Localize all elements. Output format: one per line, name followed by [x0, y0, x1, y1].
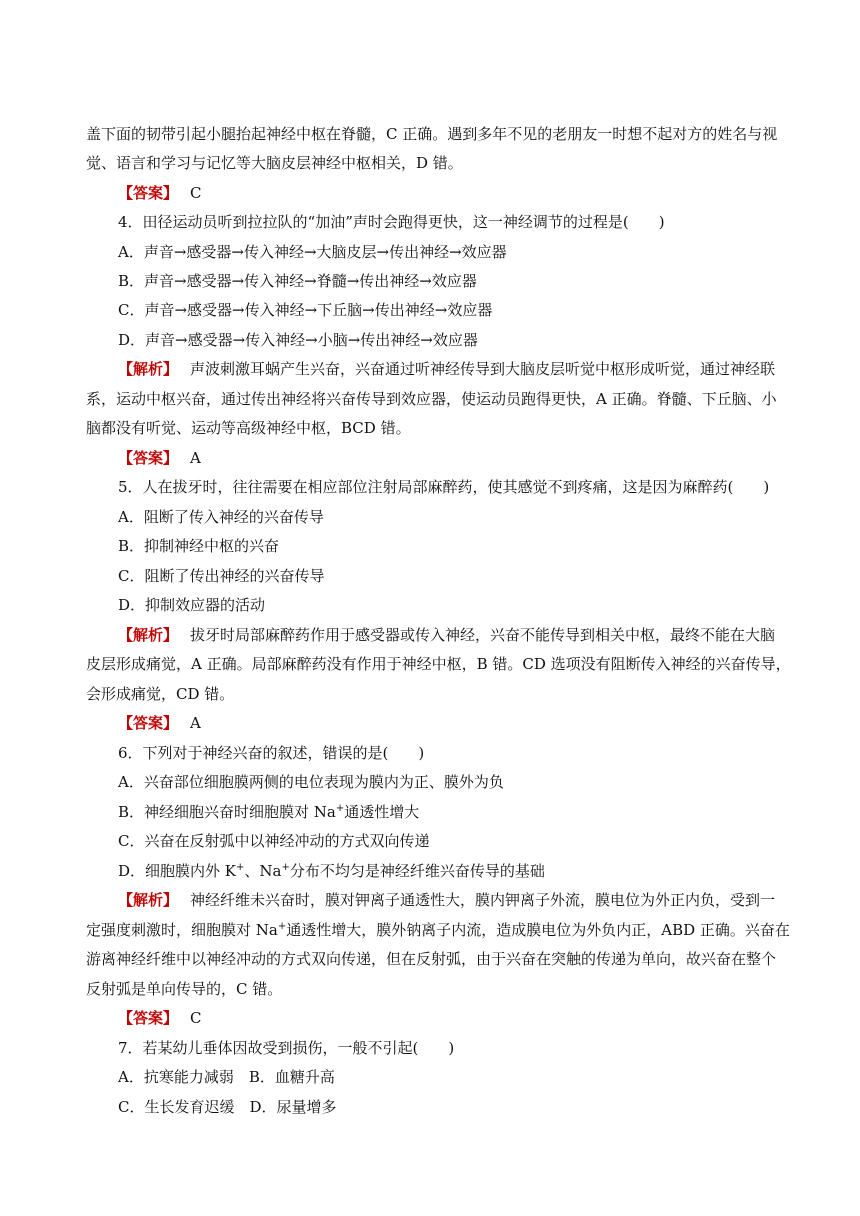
q7-options-row-1: A．抗寒能力减弱 B．血糖升高 [118, 1068, 335, 1086]
answer-value: C [190, 184, 202, 202]
q6-option-c: C．兴奋在反射弧中以神经冲动的方式双向传递 [118, 832, 430, 850]
analysis-label: 【解析】 [118, 360, 179, 378]
q6-analysis-line-3: 游离神经纤维中以神经冲动的方式双向传递，但在反射弧，由于兴奋在突触的传递为单向，故兴奋在整个 [86, 950, 777, 968]
q6-option-b-post: 通透性增大 [344, 803, 420, 821]
q5-option-a: A．阻断了传入神经的兴奋传导 [118, 508, 324, 526]
prev-analysis-line-2: 觉、语言和学习与记忆等大脑皮层神经中枢相关，D 错。 [86, 154, 463, 172]
q6-option-d-pre: D．细胞膜内外 K [118, 862, 237, 880]
answer-value: C [190, 1009, 202, 1027]
q6-stem: 6．下列对于神经兴奋的叙述，错误的是( ) [118, 744, 425, 762]
q4-analysis-line-3: 脑都没有听觉、运动等高级神经中枢，BCD 错。 [86, 419, 411, 437]
prev-answer [118, 183, 202, 203]
q5-analysis-line-1 [118, 625, 775, 645]
q6-analysis-line-1 [118, 890, 775, 910]
q6-answer [118, 1008, 202, 1028]
analysis-label: 【解析】 [118, 891, 179, 909]
answer-label: 【答案】 [118, 714, 179, 732]
answer-label: 【答案】 [118, 449, 179, 467]
q7-options-row-2: C．生长发育迟缓 D．尿量增多 [118, 1098, 337, 1116]
q4-stem: 4．田径运动员听到拉拉队的“加油”声时会跑得更快，这一神经调节的过程是( ) [118, 213, 665, 231]
q5-answer [118, 713, 201, 733]
q6-option-d-mid: 、Na [244, 862, 282, 880]
q5-analysis-line-3: 会形成痛觉，CD 错。 [86, 685, 235, 703]
superscript: + [335, 803, 345, 814]
q5-analysis-line-2: 皮层形成痛觉，A 正确。局部麻醉药没有作用于神经中枢，B 错。CD 选项没有阻断传入神经的兴奋传导， [86, 655, 791, 673]
q6-option-d-post: 分布不均匀是神经纤维兴奋传导的基础 [289, 862, 545, 880]
q5-option-b: B．抑制神经中枢的兴奋 [118, 537, 280, 555]
superscript: + [236, 862, 245, 873]
q5-option-c: C．阻断了传出神经的兴奋传导 [118, 567, 325, 585]
q6-analysis-line-4: 反射弧是单向传导的，C 错。 [86, 980, 283, 998]
q6-option-a: A．兴奋部位细胞膜两侧的电位表现为膜内为正、膜外为负 [118, 773, 504, 791]
q4-option-c: C．声音→感受器→传入神经→下丘脑→传出神经→效应器 [118, 301, 493, 319]
superscript: + [281, 862, 290, 873]
q5-stem: 5．人在拔牙时，往往需要在相应部位注射局部麻醉药，使其感觉不到疼痛，这是因为麻醉药( ) [118, 478, 770, 496]
analysis-label: 【解析】 [118, 626, 179, 644]
q6-option-b-pre: B．神经细胞兴奋时细胞膜对 Na [118, 803, 336, 821]
q4-analysis-line-1 [118, 359, 775, 379]
answer-value: A [190, 449, 201, 467]
q7-stem: 7．若某幼儿垂体因故受到损伤，一般不引起( ) [118, 1039, 455, 1057]
q6-option-b [118, 802, 419, 822]
answer-value: A [190, 714, 201, 732]
q4-option-d: D．声音→感受器→传入神经→小脑→传出神经→效应器 [118, 331, 478, 349]
q4-analysis-line-2: 系，运动中枢兴奋，通过传出神经将兴奋传导到效应器，使运动员跑得更快，A 正确。脊髓、下丘脑、小 [86, 390, 777, 408]
q4-option-a: A．声音→感受器→传入神经→大脑皮层→传出神经→效应器 [118, 243, 507, 261]
q6-analysis-text-1: 神经纤维未兴奋时，膜对钾离子通透性大，膜内钾离子外流，膜电位为外正内负，受到一 [190, 891, 776, 909]
q4-answer [118, 448, 201, 468]
answer-label: 【答案】 [118, 1009, 179, 1027]
q6-analysis-2-post: 通透性增大，膜外钠离子内流，造成膜电位为外负内正，ABD 正确。兴奋在 [286, 921, 790, 939]
answer-label: 【答案】 [118, 184, 179, 202]
q6-analysis-2-pre: 定强度刺激时，细胞膜对 Na [86, 921, 278, 939]
prev-analysis-line-1: 盖下面的韧带引起小腿抬起神经中枢在脊髓，C 正确。遇到多年不见的老朋友一时想不起对方的姓名与视 [86, 125, 778, 143]
q6-option-d [118, 861, 545, 881]
q4-analysis-text-1: 声波刺激耳蜗产生兴奋，兴奋通过听神经传导到大脑皮层听觉中枢形成听觉，通过神经联 [190, 360, 776, 378]
superscript: + [277, 921, 287, 932]
q5-analysis-text-1: 拔牙时局部麻醉药作用于感受器或传入神经，兴奋不能传导到相关中枢，最终不能在大脑 [190, 626, 776, 644]
q4-option-b: B．声音→感受器→传入神经→脊髓→传出神经→效应器 [118, 272, 477, 290]
q6-analysis-line-2 [86, 920, 790, 940]
q5-option-d: D．抑制效应器的活动 [118, 596, 266, 614]
